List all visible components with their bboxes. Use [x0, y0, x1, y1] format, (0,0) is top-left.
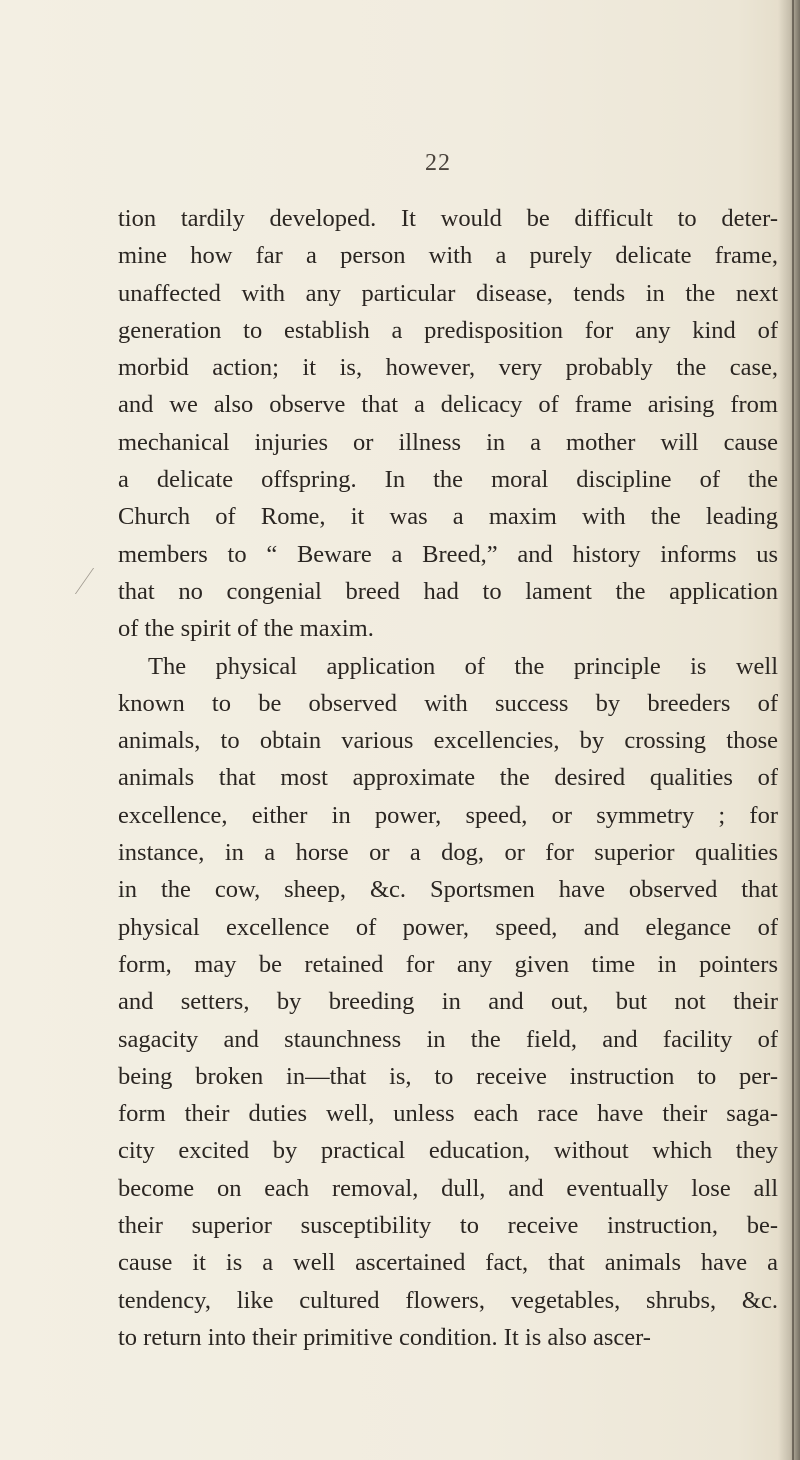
paragraph-start-line: The physical application of the principle is well [148, 652, 778, 680]
page-edge-shadow [778, 0, 800, 1460]
text-line: tendency, like cultured flowers, vegetables, shrubs, &c. [118, 1286, 778, 1314]
margin-pencil-mark [75, 568, 106, 594]
page-edge-line [792, 0, 794, 1460]
text-line: form their duties well, unless each race have their saga- [118, 1100, 778, 1128]
text-line: physical excellence of power, speed, and elegance of [118, 913, 778, 941]
text-line: morbid action; it is, however, very probably the case, [118, 354, 778, 382]
text-line: tion tardily developed. It would be difficult to deter- [118, 205, 778, 232]
text-line: animals that most approximate the desired qualities of [118, 764, 778, 792]
text-line: members to “ Beware a Breed,” and history informs us [118, 540, 778, 568]
text-line: Church of Rome, it was a maxim with the leading [118, 503, 778, 531]
text-line: form, may be retained for any given time in pointers [118, 950, 778, 978]
text-line: mechanical injuries or illness in a mother will cause [118, 428, 778, 456]
text-line: generation to establish a predisposition for any kind of [118, 316, 778, 344]
text-line: and we also observe that a delicacy of frame arising from [118, 391, 778, 419]
text-line: animals, to obtain various excellencies, by crossing those [118, 727, 778, 755]
text-line: their superior susceptibility to receive instruction, be- [118, 1212, 778, 1240]
text-line: mine how far a person with a purely delicate frame, [118, 242, 778, 270]
text-line: unaffected with any particular disease, tends in the next [118, 279, 778, 307]
text-line: cause it is a well ascertained fact, that animals have a [118, 1249, 778, 1277]
text-line: sagacity and staunchness in the field, and facility of [118, 1025, 778, 1053]
text-line: excellence, either in power, speed, or symmetry ; for [118, 801, 778, 829]
text-line: in the cow, sheep, &c. Sportsmen have observed that [118, 876, 778, 904]
paragraph-end-line: of the spirit of the maxim. [118, 615, 374, 643]
page-number: 22 [425, 150, 451, 176]
text-line: a delicate offspring. In the moral discipline of the [118, 466, 778, 494]
text-line: known to be observed with success by breeders of [118, 689, 778, 717]
text-line: to return into their primitive condition. It is also ascer- [118, 1323, 651, 1351]
body-text [118, 200, 778, 1356]
text-line: city excited by practical education, without which they [118, 1137, 778, 1165]
text-line: and setters, by breeding in and out, but not their [118, 988, 778, 1016]
text-line: become on each removal, dull, and eventually lose all [118, 1174, 778, 1202]
text-line: instance, in a horse or a dog, or for superior qualities [118, 839, 778, 867]
text-line: being broken in—that is, to receive instruction to per- [118, 1062, 778, 1090]
text-line: that no congenial breed had to lament the application [118, 577, 778, 605]
